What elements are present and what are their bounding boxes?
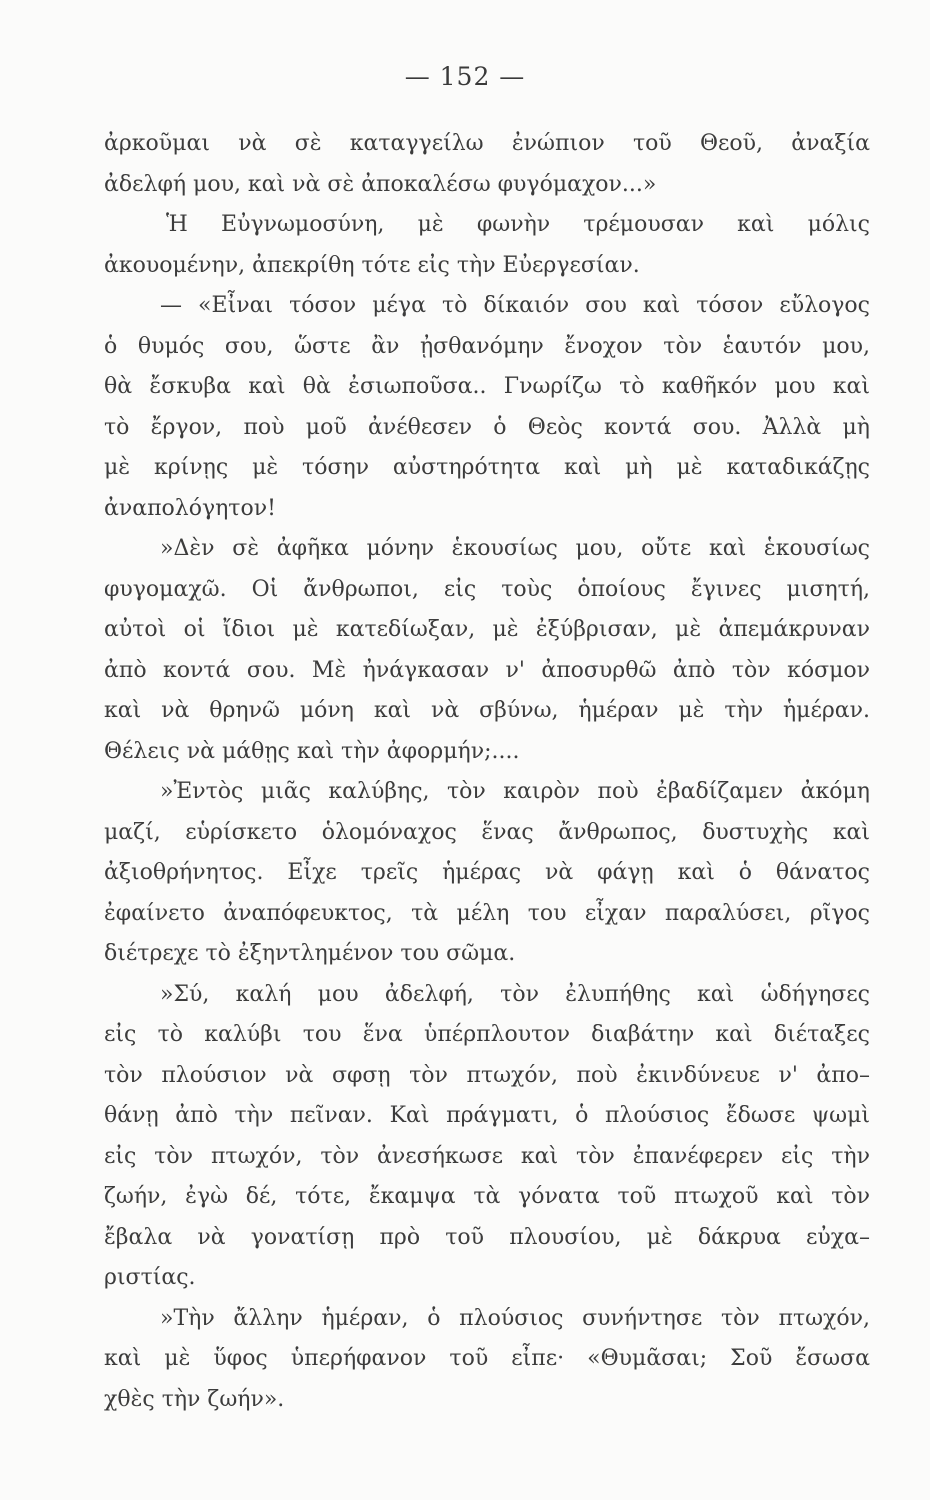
text-line: ἐφαίνετο ἀναπόφευκτος, τὰ μέλη του εἶχαν παραλύσει, ρῖγος [104, 900, 870, 926]
text-line: »Τὴν ἄλλην ἡμέραν, ὁ πλούσιος συνήντησε τὸν πτωχόν, [160, 1305, 870, 1331]
text-line: καὶ νὰ θρηνῶ μόνη καὶ νὰ σβύνω, ἡμέραν μὲ τὴν ἡμέραν. [104, 698, 870, 723]
text-line: ζωήν, ἐγὼ δέ, τότε, ἔκαμψα τὰ γόνατα τοῦ πτωχοῦ καὶ τὸν [104, 1184, 870, 1209]
text-line: αὐτοὶ οἱ ἴδιοι μὲ κατεδίωξαν, μὲ ἐξύβρισαν, μὲ ἀπεμάκρυναν [104, 617, 870, 642]
text-line: ἀπὸ κοντά σου. Μὲ ἠνάγκασαν ν' ἀποσυρθῶ ἀπὸ τὸν κόσμον [104, 657, 870, 683]
text-line: ἀδελφή μου, καὶ νὰ σὲ ἀποκαλέσω φυγόμαχον...» [104, 171, 657, 197]
text-line: ἔβαλα νὰ γονατίσῃ πρὸ τοῦ πλουσίου, μὲ δάκρυα εὐχα– [104, 1224, 870, 1250]
text-line: καὶ μὲ ὕφος ὑπερήφανον τοῦ εἶπε· «Θυμᾶσαι; Σοῦ ἔσωσα [104, 1346, 870, 1371]
text-line: ἀξιοθρήνητος. Εἶχε τρεῖς ἡμέρας νὰ φάγῃ καὶ ὁ θάνατος [104, 860, 870, 885]
text-line: ἀρκοῦμαι νὰ σὲ καταγγείλω ἐνώπιον τοῦ Θεοῦ, ἀναξία [104, 131, 870, 156]
text-line: μαζί, εὑρίσκετο ὁλομόναχος ἕνας ἄνθρωπος, δυστυχὴς καὶ [104, 819, 870, 845]
text-line: φυγομαχῶ. Οἱ ἄνθρωποι, εἰς τοὺς ὁποίους ἔγινες μισητή, [104, 576, 870, 602]
text-line: διέτρεχε τὸ ἐξηντλημένον του σῶμα. [104, 941, 516, 966]
text-line: χθὲς τὴν ζωήν». [104, 1386, 285, 1412]
text-line: τὸ ἔργον, ποὺ μοῦ ἀνέθεσεν ὁ Θεὸς κοντά σου. Ἀλλὰ μὴ [104, 414, 870, 440]
text-line: »Σύ, καλή μου ἀδελφή, τὸν ἐλυπήθης καὶ ὡδήγησες [160, 981, 870, 1007]
text-line: ὁ θυμός σου, ὥστε ἂν ᾐσθανόμην ἔνοχον τὸν ἑαυτόν μου, [104, 333, 870, 359]
text-line: — «Εἶναι τόσον μέγα τὸ δίκαιόν σου καὶ τόσον εὔλογος [160, 293, 870, 318]
text-line: ἀκουομένην, ἀπεκρίθη τότε εἰς τὴν Εὐεργεσίαν. [104, 252, 640, 278]
page-number: — 152 — [404, 62, 526, 91]
text-line: »Ἐντὸς μιᾶς καλύβης, τὸν καιρὸν ποὺ ἐβαδίζαμεν ἀκόμη [160, 779, 870, 804]
text-line: ριστίας. [104, 1265, 196, 1290]
text-line: θάνῃ ἀπὸ τὴν πεῖναν. Καὶ πράγματι, ὁ πλούσιος ἔδωσε ψωμὶ [104, 1103, 870, 1128]
body-text [104, 124, 870, 1420]
text-line: ἀναπολόγητον! [104, 495, 276, 521]
text-line: Θέλεις νὰ μάθῃς καὶ τὴν ἀφορμήν;.... [104, 738, 520, 764]
text-line: τὸν πλούσιον νὰ σφσῃ τὸν πτωχόν, ποὺ ἐκινδύνευε ν' ἀπο– [104, 1062, 870, 1088]
text-line: Ἡ Εὐγνωμοσύνη, μὲ φωνὴν τρέμουσαν καὶ μόλις [166, 212, 870, 237]
text-line: εἰς τὸ καλύβι του ἕνα ὑπέρπλουτον διαβάτην καὶ διέταξες [104, 1022, 870, 1047]
text-line: εἰς τὸν πτωχόν, τὸν ἀνεσήκωσε καὶ τὸν ἐπανέφερεν εἰς τὴν [104, 1143, 870, 1169]
text-line: θὰ ἔσκυβα καὶ θὰ ἐσιωποῦσα.. Γνωρίζω τὸ καθῆκόν μου καὶ [104, 374, 870, 399]
text-line: μὲ κρίνῃς μὲ τόσην αὐστηρότητα καὶ μὴ μὲ καταδικάζῃς [104, 455, 870, 480]
text-line: »Δὲν σὲ ἀφῆκα μόνην ἑκουσίως μου, οὔτε καὶ ἑκουσίως [160, 536, 870, 561]
